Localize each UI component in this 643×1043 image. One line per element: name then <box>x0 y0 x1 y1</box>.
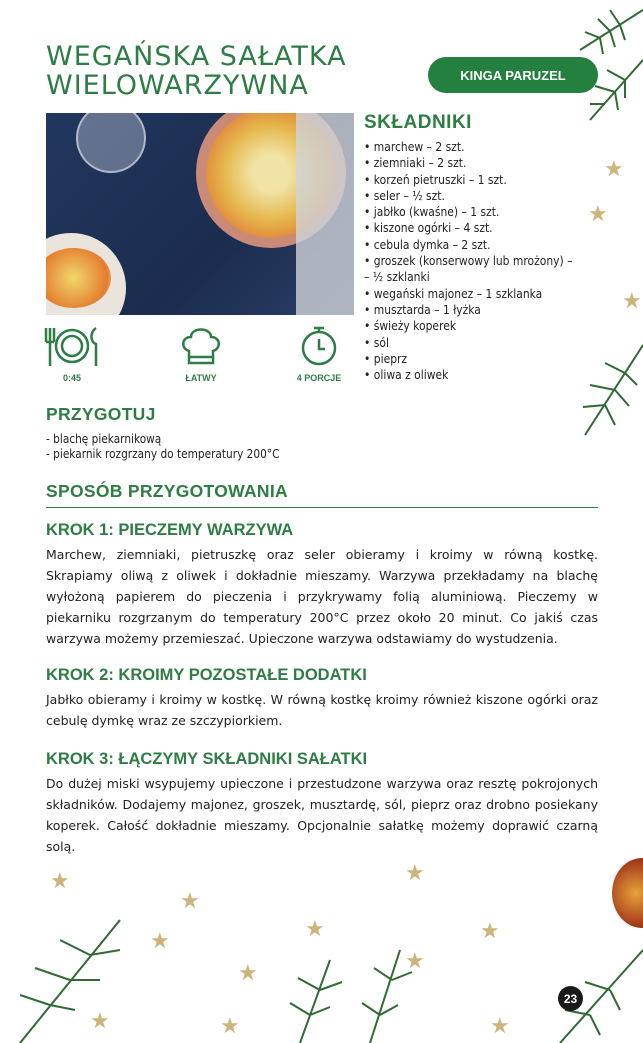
star-decoration: ★ <box>180 888 200 913</box>
star-decoration: ★ <box>622 288 642 313</box>
recipe-info-row <box>46 325 346 385</box>
ingredient-item: • marchew – 2 szt. <box>364 139 573 155</box>
page-number: 23 <box>558 986 583 1011</box>
ingredient-item: • pieprz <box>364 351 573 367</box>
title-line-1: WEGAŃSKA SAŁATKA <box>46 41 347 72</box>
ingredients-list <box>364 139 573 383</box>
prepare-item: - piekarnik rozgrzany do temperatury 200°C <box>46 447 279 462</box>
star-decoration: ★ <box>305 916 325 941</box>
ingredient-item: • korzeń pietruszki – 1 szt. <box>364 172 573 188</box>
ingredient-item: • kiszone ogórki – 4 szt. <box>364 220 573 236</box>
ingredient-item: • wegański majonez – 1 szklanka <box>364 286 573 302</box>
star-decoration: ★ <box>238 960 258 985</box>
ingredient-item-continuation: – ½ szklanki <box>364 269 430 285</box>
servings-label: 4 PORCJE <box>296 373 342 383</box>
star-decoration: ★ <box>50 868 70 893</box>
star-decoration: ★ <box>90 1008 110 1033</box>
ingredient-item: • musztarda – 1 łyżka <box>364 302 573 318</box>
time-label: 0:45 <box>62 373 81 383</box>
stopwatch-icon <box>297 325 341 367</box>
method-heading: SPOSÓB PRZYGOTOWANIA <box>46 481 288 501</box>
prepare-item: - blachę piekarnikową <box>46 432 279 447</box>
ingredient-item: • sól <box>364 335 573 351</box>
star-decoration: ★ <box>588 201 608 226</box>
recipe-title <box>46 42 347 100</box>
difficulty-info <box>161 325 241 383</box>
star-decoration: ★ <box>220 1013 240 1038</box>
star-decoration: ★ <box>405 948 425 973</box>
ingredient-item: • oliwa z oliwek <box>364 367 573 383</box>
star-decoration: ★ <box>150 928 170 953</box>
ingredient-item: • seler – ½ szt. <box>364 188 573 204</box>
title-line-2: WIELOWARZYWNA <box>46 70 309 101</box>
chef-hat-icon <box>179 325 223 367</box>
prepare-heading: PRZYGOTUJ <box>46 404 156 424</box>
step-3-text: Do dużej miski wsypujemy upieczone i przestudzone warzywa oraz resztę pokrojonych składników. Dodajemy majonez, groszek, musztardę, sól, pieprz oraz drobno posiekany koperek. Całość dokładnie mieszamy. Opcjonalnie sałatkę możemy doprawić czarną solą. <box>46 776 598 854</box>
prepare-list <box>46 432 279 462</box>
ingredient-item: • groszek (konserwowy lub mrożony) – <box>364 253 573 269</box>
fir-branch-decoration <box>575 335 643 455</box>
star-decoration: ★ <box>604 156 624 181</box>
star-decoration: ★ <box>490 1013 510 1038</box>
difficulty-label: ŁATWY <box>185 373 217 383</box>
step-1-title: KROK 1: PIECZEMY WARZYWA <box>46 521 294 539</box>
divider <box>46 507 598 508</box>
ingredient-item: • świeży koperek <box>364 318 573 334</box>
step-3-title: KROK 3: ŁĄCZYMY SKŁADNIKI SAŁATKI <box>46 750 368 768</box>
step-1-text: Marchew, ziemniaki, pietruszkę oraz seler obieramy i kroimy w równą kostkę. Skrapiamy oliwą z oliwek i dokładnie mieszamy. Warzywa przekładamy na blachę wyłożoną papierem do pieczenia i przykrywamy folią aluminiową. Pieczemy w piekarniku rozgrzanym do temperatury 200°C przez około 20 minut. Co jakiś czas warzywa możemy przemieszać. Upieczone warzywa odstawiamy do wystudzenia. <box>46 547 598 646</box>
servings-info <box>279 325 359 383</box>
ingredient-item: • cebula dymka – 2 szt. <box>364 237 573 253</box>
star-decoration: ★ <box>405 860 425 885</box>
step-2-text: Jabłko obieramy i kroimy w kostkę. W równą kostkę kroimy również kiszone ogórki oraz cebulę dymkę wraz ze szczypiorkiem. <box>46 692 598 728</box>
salad-photo <box>46 113 354 315</box>
time-info <box>32 325 112 383</box>
ingredients-heading: SKŁADNIKI <box>364 112 472 133</box>
step-2-title: KROK 2: KROIMY POZOSTAŁE DODATKI <box>46 666 367 684</box>
plate-cutlery-icon <box>40 325 104 367</box>
ingredient-item: • ziemniaki – 2 szt. <box>364 155 573 171</box>
ingredient-item: • jabłko (kwaśne) – 1 szt. <box>364 204 573 220</box>
author-badge: KINGA PARUZEL <box>428 57 598 93</box>
star-decoration: ★ <box>480 918 500 943</box>
